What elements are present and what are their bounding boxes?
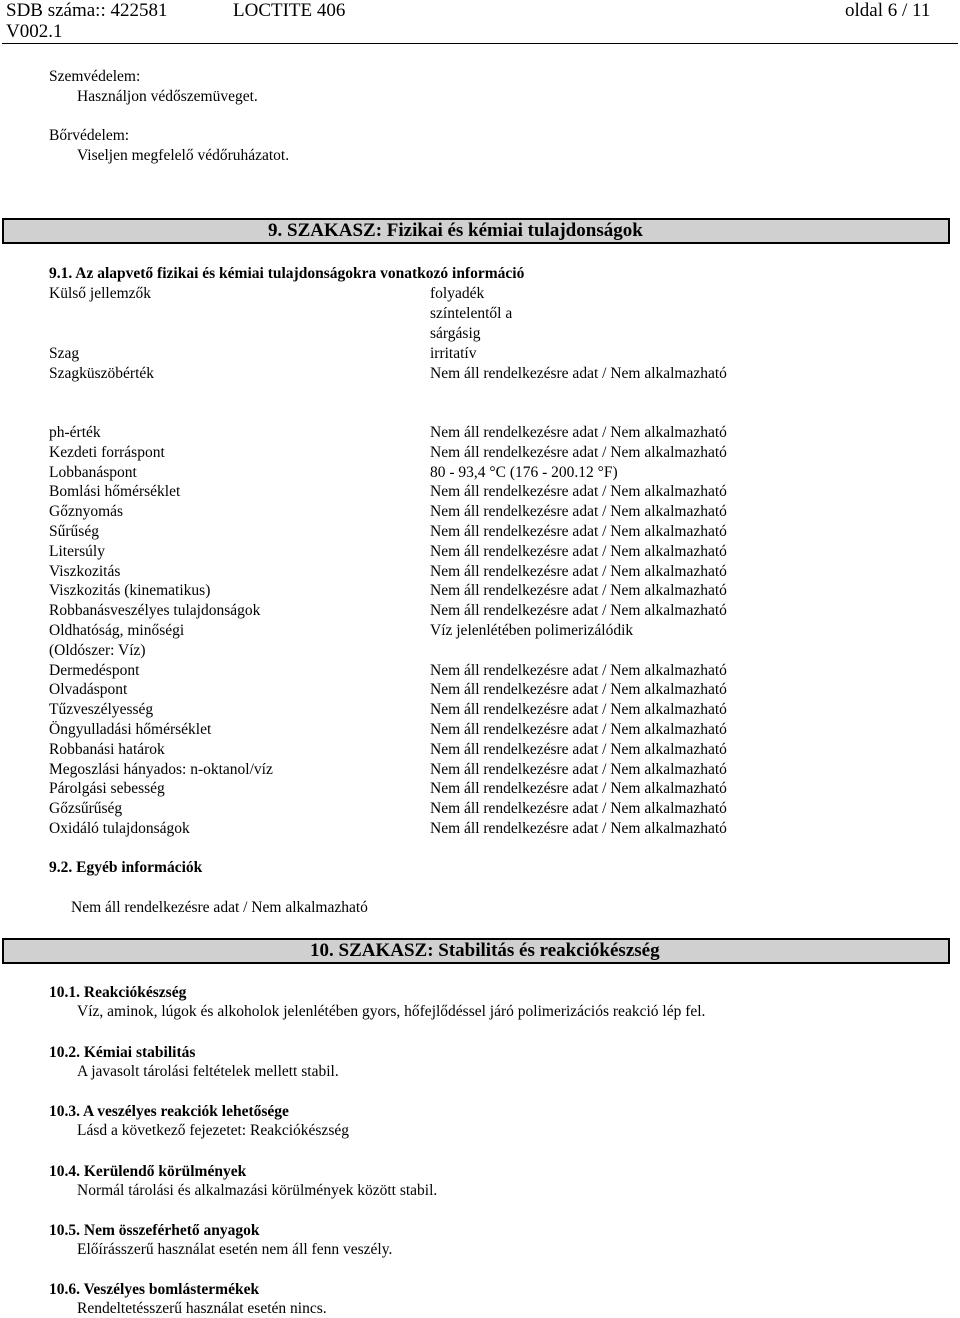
property-label: Oldhatóság, minőségi <box>49 622 185 639</box>
property-label: Gőznyomás <box>49 503 124 521</box>
section-9-title: 9. SZAKASZ: Fizikai és kémiai tulajdonságok <box>268 220 643 241</box>
property-label: Bomlási hőmérséklet <box>49 483 181 501</box>
section-10-item-heading: 10.4. Kerülendő körülmények <box>49 1163 247 1180</box>
property-value: Nem áll rendelkezésre adat / Nem alkalmazható <box>430 542 727 560</box>
section-10-item-heading: 10.5. Nem összeférhető anyagok <box>49 1222 260 1239</box>
property-row <box>0 700 960 720</box>
property-label: Robbanásveszélyes tulajdonságok <box>49 602 261 620</box>
property-label: Öngyulladási hőmérséklet <box>49 721 212 738</box>
header-divider <box>2 43 958 44</box>
section-10-item-heading: 10.2. Kémiai stabilitás <box>49 1044 196 1061</box>
section-9-2-heading: 9.2. Egyéb információk <box>49 859 203 876</box>
page-number: oldal 6 / 11 <box>845 0 931 21</box>
section-10-item-text: Normál tárolási és alkalmazási körülmények között stabil. <box>77 1182 438 1199</box>
property-value: Nem áll rendelkezésre adat / Nem alkalmazható <box>430 701 727 719</box>
property-label: Dermedéspont <box>49 661 140 679</box>
property-value: Nem áll rendelkezésre adat / Nem alkalmazható <box>430 562 727 580</box>
odor-threshold-label: Szagküszöbérték <box>49 365 155 382</box>
property-label: Kezdeti forráspont <box>49 443 165 461</box>
property-row <box>0 601 960 621</box>
property-label: Lobbanáspont <box>49 463 137 481</box>
property-label: Oxidáló tulajdonságok <box>49 820 190 837</box>
property-row <box>0 463 960 483</box>
odor-value: irritatív <box>430 345 477 362</box>
property-label: Olvadáspont <box>49 681 128 699</box>
property-row <box>0 680 960 700</box>
property-row <box>0 760 960 780</box>
property-label: Párolgási sebesség <box>49 780 165 798</box>
property-label: Megoszlási hányados: n-oktanol/víz <box>49 760 273 778</box>
property-row <box>0 502 960 522</box>
section-10-item-text: Lásd a következő fejezetet: Reakciókészség <box>77 1122 349 1139</box>
property-value: Nem áll rendelkezésre adat / Nem alkalmazható <box>430 582 727 600</box>
property-value: Nem áll rendelkezésre adat / Nem alkalmazható <box>430 523 727 540</box>
section-10-item-text: Előírásszerű használat esetén nem áll fenn veszély. <box>77 1241 393 1258</box>
section-10-item-text: Rendeltetésszerű használat esetén nincs. <box>77 1300 327 1317</box>
appearance-label: Külső jellemzők <box>49 285 152 302</box>
version: V002.1 <box>6 21 63 42</box>
property-value: Nem áll rendelkezésre adat / Nem alkalmazható <box>430 483 727 501</box>
property-value: Nem áll rendelkezésre adat / Nem alkalmazható <box>430 800 727 818</box>
property-row <box>0 443 960 463</box>
section-9-1-heading: 9.1. Az alapvető fizikai és kémiai tulajdonságokra vonatkozó információ <box>49 265 525 282</box>
section-10-item-heading: 10.3. A veszélyes reakciók lehetősége <box>49 1103 289 1120</box>
property-row <box>0 542 960 562</box>
property-value: Nem áll rendelkezésre adat / Nem alkalmazható <box>430 443 727 461</box>
property-value: Nem áll rendelkezésre adat / Nem alkalmazható <box>430 661 727 679</box>
property-value: 80 - 93,4 °C (176 - 200.12 °F) <box>430 463 618 481</box>
property-row <box>0 423 960 443</box>
appearance-line-2: színtelentől a <box>430 305 513 322</box>
property-label: Sűrűség <box>49 523 99 540</box>
property-row <box>0 661 960 681</box>
section-10-item-text: A javasolt tárolási feltételek mellett stabil. <box>77 1063 339 1080</box>
section-10-item-heading: 10.1. Reakciókészség <box>49 984 187 1001</box>
property-row <box>0 621 960 641</box>
skin-protection-text: Viseljen megfelelő védőruházatot. <box>77 147 290 164</box>
property-value: Nem áll rendelkezésre adat / Nem alkalmazható <box>430 424 727 441</box>
odor-label: Szag <box>49 345 80 362</box>
property-label: (Oldószer: Víz) <box>49 641 146 659</box>
property-value: Nem áll rendelkezésre adat / Nem alkalmazható <box>430 503 727 521</box>
odor-threshold-value: Nem áll rendelkezésre adat / Nem alkalmazható <box>430 365 727 382</box>
property-row <box>0 720 960 740</box>
property-row <box>0 799 960 819</box>
property-row <box>0 482 960 502</box>
section-10-item-text: Víz, aminok, lúgok és alkoholok jelenlétében gyors, hőfejlődéssel járó polimerizációs reakció lép fel. <box>77 1003 706 1020</box>
eye-protection-text: Használjon védőszemüveget. <box>77 88 258 105</box>
property-row <box>0 641 960 661</box>
property-value: Nem áll rendelkezésre adat / Nem alkalmazható <box>430 820 727 837</box>
appearance-line-1: folyadék <box>430 285 485 302</box>
skin-protection-title: Bőrvédelem: <box>49 127 130 144</box>
section-9-2-text: Nem áll rendelkezésre adat / Nem alkalmazható <box>71 899 368 916</box>
property-label: ph-érték <box>49 424 101 441</box>
property-label: Viszkozitás <box>49 562 121 580</box>
property-row <box>0 779 960 799</box>
property-row <box>0 819 960 839</box>
property-label: Gőzsűrűség <box>49 800 123 818</box>
property-value: Nem áll rendelkezésre adat / Nem alkalmazható <box>430 780 727 798</box>
eye-protection-title: Szemvédelem: <box>49 68 141 85</box>
section-10-title: 10. SZAKASZ: Stabilitás és reakciókészség <box>310 940 660 961</box>
property-label: Litersúly <box>49 542 105 560</box>
appearance-line-3: sárgásig <box>430 325 481 342</box>
property-label: Robbanási határok <box>49 740 165 758</box>
property-label: Viszkozitás (kinematikus) <box>49 582 211 600</box>
product-name: LOCTITE 406 <box>233 0 346 21</box>
property-row <box>0 522 960 542</box>
property-label: Tűzveszélyesség <box>49 701 154 719</box>
property-row <box>0 562 960 582</box>
sds-number: SDB száma:: 422581 <box>6 0 168 21</box>
property-value: Nem áll rendelkezésre adat / Nem alkalmazható <box>430 681 727 699</box>
property-row <box>0 581 960 601</box>
property-value: Víz jelenlétében polimerizálódik <box>430 622 634 639</box>
property-value: Nem áll rendelkezésre adat / Nem alkalmazható <box>430 760 727 778</box>
property-row <box>0 740 960 760</box>
property-value: Nem áll rendelkezésre adat / Nem alkalmazható <box>430 721 727 738</box>
property-value: Nem áll rendelkezésre adat / Nem alkalmazható <box>430 602 727 620</box>
property-value: Nem áll rendelkezésre adat / Nem alkalmazható <box>430 740 727 758</box>
section-10-item-heading: 10.6. Veszélyes bomlástermékek <box>49 1281 260 1298</box>
